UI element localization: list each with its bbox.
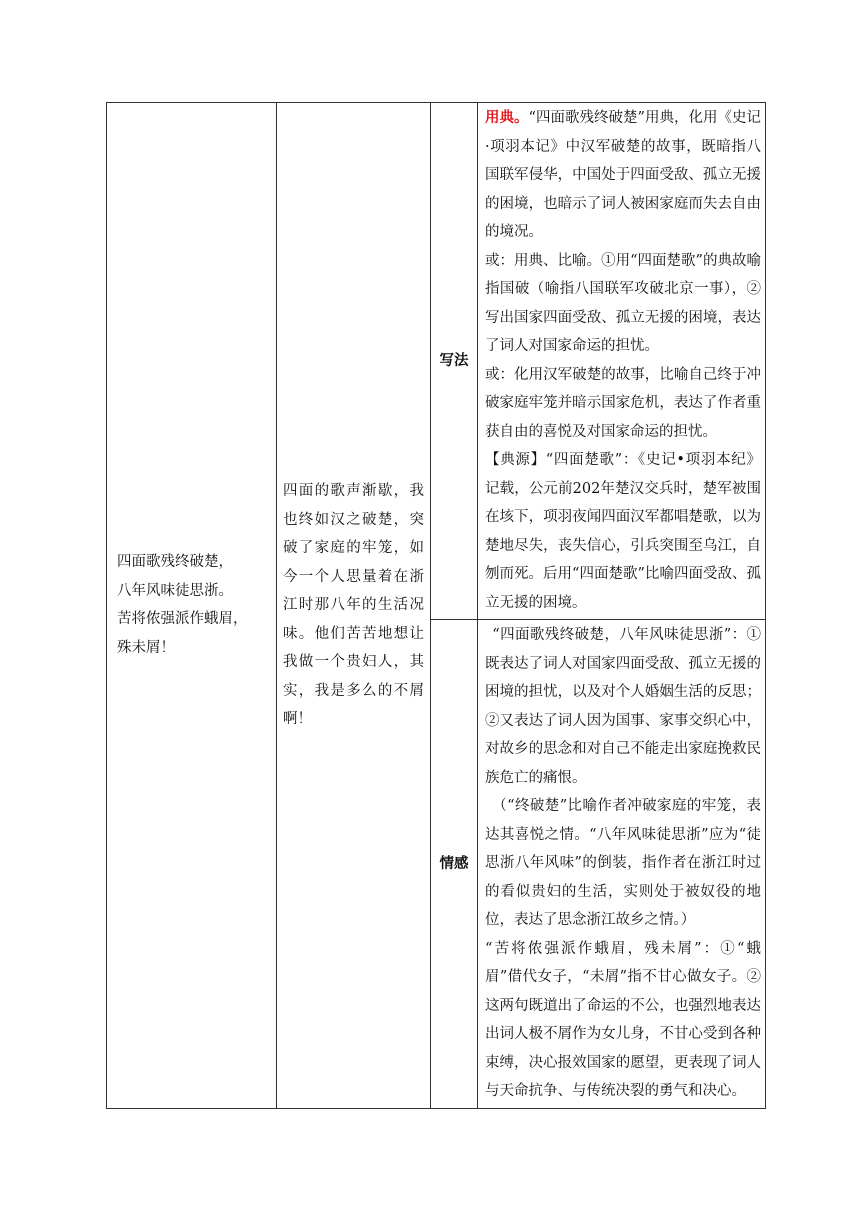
emotion-paragraph: （“终破楚”比喻作者冲破家庭的牢笼，表达其喜悦之情。“八年风味徒思浙”应为“徒思浙八年风味”的倒装，指作者在浙江时过的看似贵妇的生活，实则处于被奴役的地位，表达了思念浙江故乡之情。） bbox=[485, 798, 761, 928]
technique-content bbox=[478, 103, 766, 620]
technique-source: 【典源】“四面楚歌”：《史记•项羽本纪》记载，公元前202年楚汉交兵时，楚军被围在垓下，项羽夜闻四面汉军都唱楚歌，以为楚地尽失，丧失信心，引兵突围至乌江，自刎而死。后用“四面楚歌”比喻四面受敌、孤立无援的困境。 bbox=[485, 452, 761, 611]
poem-cell bbox=[107, 103, 277, 1109]
emotion-label: 情感 bbox=[431, 620, 478, 1109]
technique-label: 写法 bbox=[431, 103, 478, 620]
technique-paragraph: 或：用典、比喻。①用“四面楚歌”的典故喻指国破（喻指八国联军攻破北京一事），②写出国家四面受敌、孤立无援的困境，表达了词人对国家命运的担忧。 bbox=[485, 252, 761, 354]
emotion-paragraph: “四面歌残终破楚，八年风味徒思浙”：①既表达了词人对国家四面受敌、孤立无援的困境的担忧，以及对个人婚姻生活的反思；②又表达了词人因为国事、家事交织心中，对故乡的思念和对自己不能走出家庭挽救民族危亡的痛恨。 bbox=[485, 627, 761, 786]
technique-paragraph: 或：化用汉军破楚的故事，比喻自己终于冲破家庭牢笼并暗示国家危机，表达了作者重获自由的喜悦及对国家命运的担忧。 bbox=[485, 366, 761, 440]
emotion-content bbox=[478, 620, 766, 1109]
emotion-paragraph: “苦将侬强派作蛾眉，残未屑”：①“蛾眉”借代女子，“未屑”指不甘心做女子。②这两句既道出了命运的不公，也强烈地表达出词人极不屑作为女儿身，不甘心受到各种束缚，决心报效国家的愿望，更表现了词人与天命抗争、与传统决裂的勇气和决心。 bbox=[485, 940, 761, 1099]
translation-cell bbox=[277, 103, 431, 1109]
analysis-table bbox=[106, 102, 766, 1109]
poem-line: 殊未屑！ bbox=[117, 639, 175, 656]
translation-text: 四面的歌声渐歇，我也终如汉之破楚，突破了家庭的牢笼，如今一个人思量着在浙江时那八年的生活况味。他们苦苦地想让我做一个贵妇人，其实，我是多么的不屑啊！ bbox=[283, 483, 424, 727]
technique-paragraph: 用典。“四面歌残终破楚”用典，化用《史记·项羽本记》中汉军破楚的故事，既暗指八国联军侵华，中国处于四面受敌、孤立无援的困境，也暗示了词人被困家庭而失去自由的境况。 bbox=[485, 110, 762, 240]
poem-line: 苦将侬强派作蛾眉， bbox=[117, 611, 248, 628]
poem-line: 四面歌残终破楚， bbox=[117, 554, 233, 571]
technique-lead: 用典。 bbox=[485, 110, 529, 126]
poem-line: 八年风味徒思浙。 bbox=[117, 582, 233, 599]
table-row bbox=[107, 103, 766, 620]
